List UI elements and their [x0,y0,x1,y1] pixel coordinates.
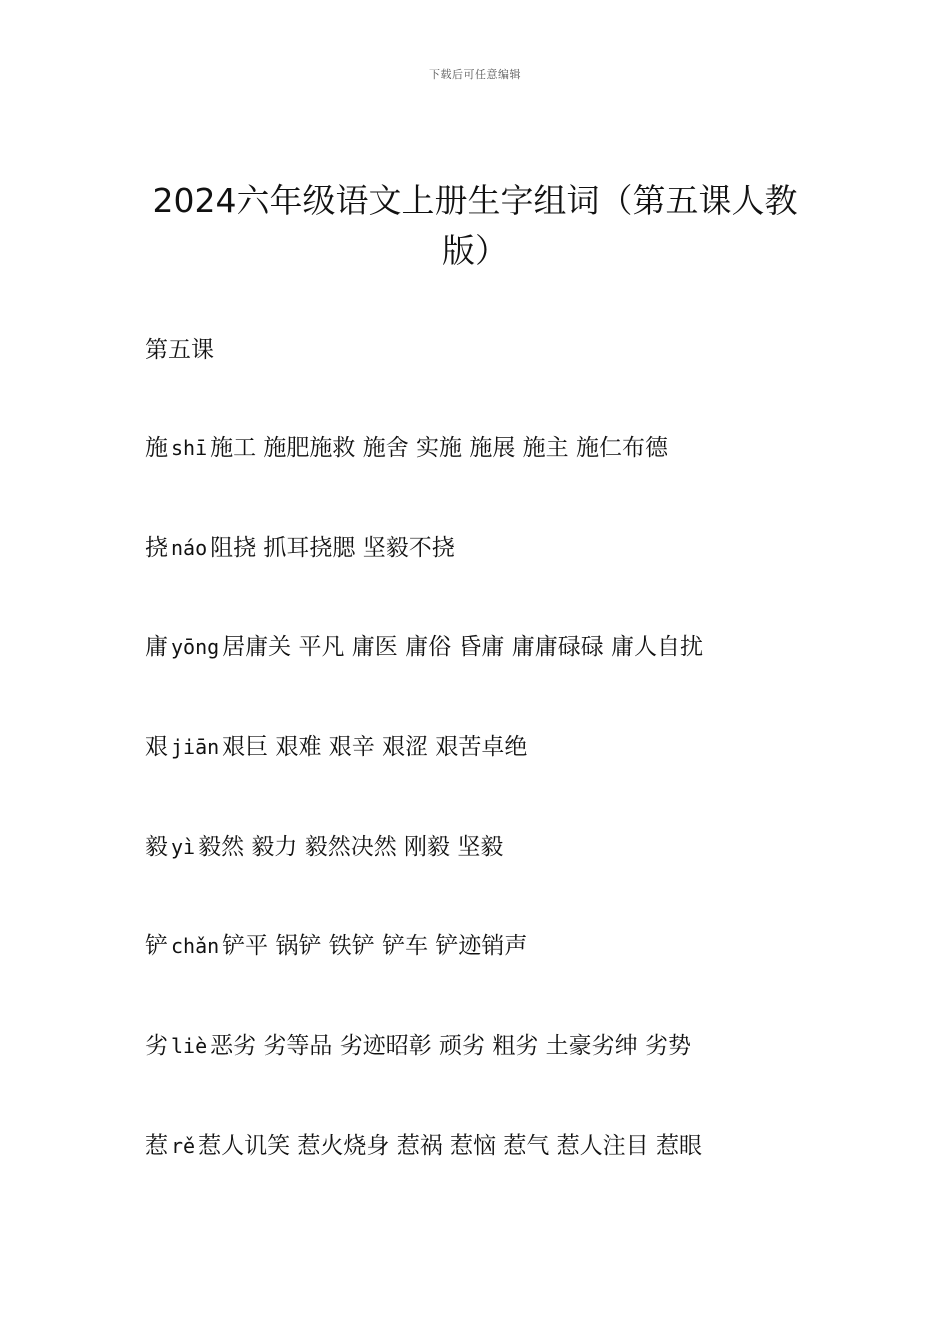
vocab-character: 庸 [145,634,168,661]
vocab-pinyin: shī [171,436,208,460]
vocab-entry [145,432,825,532]
lesson-heading: 第五课 [145,337,214,363]
vocab-pinyin: náo [171,535,208,560]
vocab-character: 铲 [145,933,168,960]
vocab-words: 阻挠 抓耳挠腮 坚毅不挠 [210,534,455,561]
vocab-entry [145,731,825,831]
vocab-character: 惹 [145,1132,168,1159]
vocab-words: 恶劣 劣等品 劣迹昭彰 顽劣 粗劣 土豪劣绅 劣势 [210,1033,691,1060]
vocab-pinyin: chǎn [171,934,220,959]
vocab-pinyin: liè [171,1034,208,1059]
vocab-character: 毅 [145,833,168,860]
document-title: 2024六年级语文上册生字组词（第五课人教版） [152,181,798,270]
vocab-entry [145,631,825,731]
vocab-entry [145,831,825,931]
vocab-character: 施 [145,435,168,461]
vocab-words: 施工 施肥施救 施舍 实施 施展 施主 施仁布德 [210,435,668,461]
vocab-pinyin: yōng [171,635,220,660]
vocab-entry [145,930,825,1030]
page-header-note: 下载后可任意编辑 [429,68,521,81]
vocab-character: 艰 [145,734,168,761]
vocab-words: 毅然 毅力 毅然决然 刚毅 坚毅 [198,833,504,860]
vocab-character: 劣 [145,1033,168,1060]
vocab-words: 惹人讥笑 惹火烧身 惹祸 惹恼 惹气 惹人注目 惹眼 [198,1132,702,1159]
vocab-pinyin: rě [171,1133,196,1158]
vocab-entry [145,1030,825,1130]
vocab-entry [145,1130,825,1230]
vocab-words: 铲平 锅铲 铁铲 铲车 铲迹销声 [222,933,528,960]
vocab-pinyin: jiān [171,735,220,760]
vocab-entry [145,532,825,632]
vocab-words: 艰巨 艰难 艰辛 艰涩 艰苦卓绝 [222,734,528,761]
vocab-pinyin: yì [171,834,196,859]
vocabulary-list [145,432,825,1230]
vocab-words: 居庸关 平凡 庸医 庸俗 昏庸 庸庸碌碌 庸人自扰 [222,634,704,661]
vocab-character: 挠 [145,534,168,561]
